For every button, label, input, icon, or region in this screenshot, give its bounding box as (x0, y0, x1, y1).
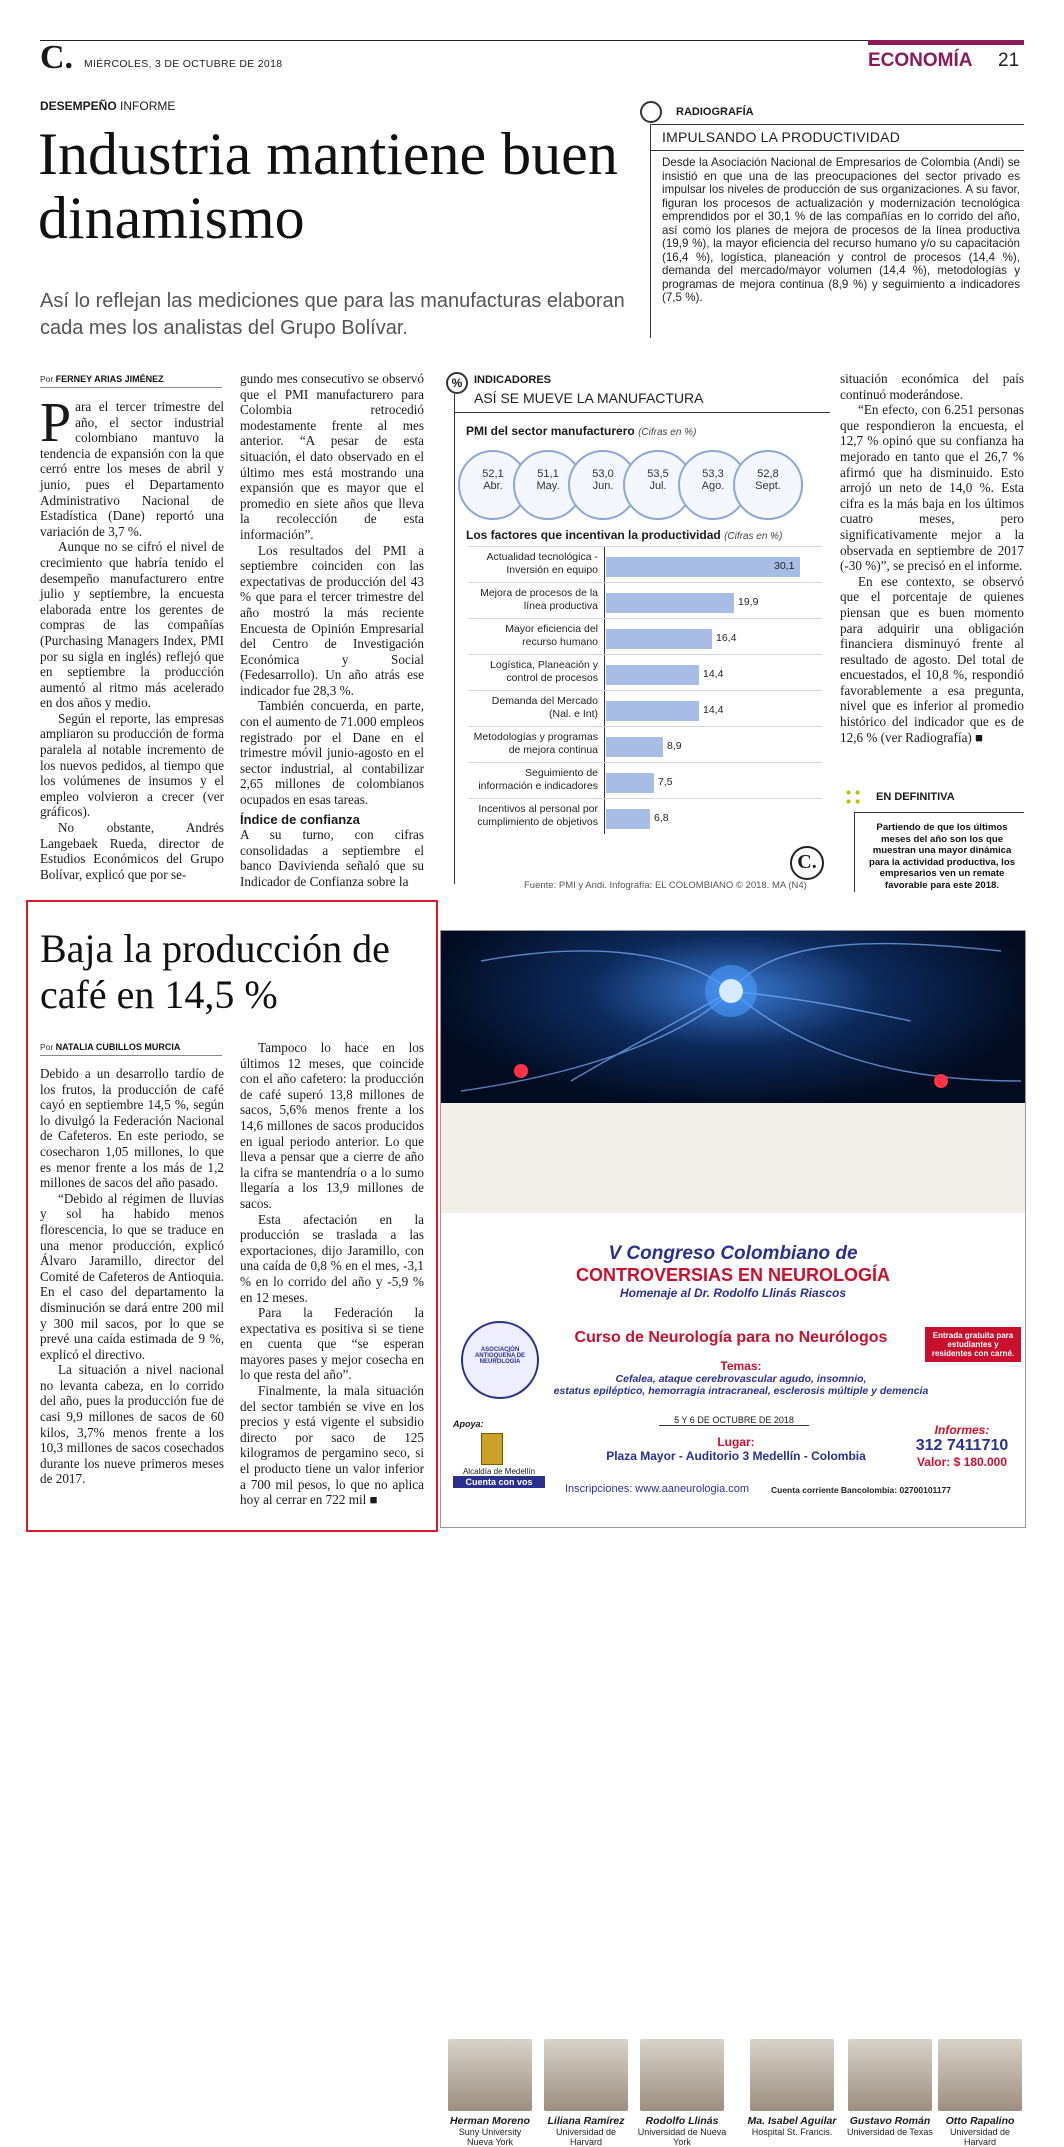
kicker-bold: DESEMPEÑO (40, 99, 117, 113)
issue-date: MIÉRCOLES, 3 DE OCTUBRE DE 2018 (84, 58, 283, 70)
paragraph: Aunque no se cifró el nivel de crecimiento que habría tenido el desempeño manufacturero entre julio y septiembre, la encuesta elaborada entre los gerentes de compras de las compañías (Purchasing Managers Index, PMI por su sigla en inglés) reflejó que en septiembre la producción aumentó al ritmo más acelerado en dos años y medio. (40, 539, 224, 711)
main-col-2 (240, 371, 424, 890)
main-deck: Así lo reflejan las mediciones que para las manufacturas elaboran cada mes los analistas del Grupo Bolívar. (40, 290, 625, 339)
bar-row (468, 582, 822, 619)
bar (606, 593, 734, 613)
bar-row (468, 618, 822, 655)
neuron-lines (441, 931, 1025, 1103)
en-definitiva-box (840, 786, 1024, 896)
kicker (40, 99, 175, 113)
bar-label: Incentivos al personal por cumplimiento de objetivos (477, 803, 598, 828)
main-headline: Industria mantiene buen dinamismo (38, 121, 618, 251)
registration-link[interactable]: Inscripciones: www.aaneurologia.com (565, 1483, 750, 1495)
bar (606, 809, 650, 829)
factors-title: Los factores que incentivan la productividad (Cifras en %) (466, 528, 783, 542)
bar-value-label: 7,5 (658, 776, 673, 788)
paragraph: gundo mes consecutivo se observó que el PMI manufacturero para Colombia retrocedió modestamente frente al mes anterior. “A pesar de esta situación, el dato observado en el último mes está mostrando una expansión que es mayor que el promedio en siete años que lleva la recolección de esta información”. (240, 371, 424, 542)
newspaper-logo: C. (40, 39, 74, 76)
bar-row (468, 690, 822, 727)
indicadores-title: ASÍ SE MUEVE LA MANUFACTURA (474, 390, 704, 406)
section-name: ECONOMÍA (868, 50, 973, 71)
pmi-value: 53,0 (592, 468, 614, 480)
bar (606, 773, 654, 793)
indicadores-label: INDICADORES (474, 374, 552, 386)
cafe-col-2 (240, 1040, 424, 1508)
speaker-card (737, 2039, 847, 2137)
paragraph: Tampoco lo hace en los últimos 12 meses, que coincide con el año cafetero: la producción de café superó 13,8 millones de sacos, 5,6% menos frente a los 14,6 millones de sacos producidos en igual periodo anterior. Lo que lleva a pensar que a cierre de año la cifra se mantendría o a lo sumo llegaría a los 13,9 millones de sacos. (240, 1040, 424, 1211)
congress-title: V Congreso Colombiano de CONTROVERSIAS EN NEUROLOGÍA Homenaje al Dr. Rodolfo Llinás Riascos (575, 1243, 891, 1300)
paragraph: En ese contexto, se observó que el porcentaje de quienes piensan que es buen momento para adquirir una obligación financiera disminuyó frente al resultado de agosto. Del total de encuestados, el 10,8 %, respondió favorablemente a esa pregunta, nivel que es inferior al promedio histórico del indicador que es de 12,6 % (ver Radiografía) ■ (840, 573, 1024, 745)
event-dates: 5 Y 6 DE OCTUBRE DE 2018 (659, 1415, 809, 1426)
bar-value-label: 16,4 (716, 632, 737, 644)
venue: Lugar: Plaza Mayor - Auditorio 3 Medellín - Colombia (606, 1435, 866, 1463)
speaker-name: Ma. Isabel Aguilar (747, 2115, 837, 2127)
bar-row (468, 654, 822, 691)
speaker-affiliation: Universidad de Harvard (949, 2127, 1011, 2147)
speaker-name: Rodolfo Llinás (645, 2115, 719, 2127)
bar-value-label: 14,4 (703, 704, 724, 716)
speaker-photo (848, 2039, 932, 2111)
speaker-affiliation: Universidad de Harvard (555, 2127, 617, 2147)
supporter-block: Apoya: Alcaldía de Medellín Cuenta con vos (453, 1419, 545, 1488)
bar (606, 701, 699, 721)
pmi-month: Abr. (483, 480, 503, 492)
bar-row (468, 798, 822, 835)
bar-label: Demanda del Mercado (Nal. e Int) (491, 695, 598, 720)
bar-label: Logística, Planeación y control de procesos (490, 659, 598, 684)
percent-icon: % (446, 372, 468, 394)
speaker-name: Liliana Ramírez (547, 2115, 625, 2127)
speaker-photo (750, 2039, 834, 2111)
main-col-1 (40, 392, 224, 882)
dropcap: P (40, 392, 72, 454)
pmi-value: 53,5 (647, 468, 669, 480)
magnifier-icon (640, 101, 662, 123)
infographic-logo: C. (790, 846, 824, 880)
bank-account: Cuenta corriente Bancolombia: 02700101177 (771, 1485, 951, 1495)
radiografia-title: IMPULSANDO LA PRODUCTIVIDAD (662, 129, 900, 145)
bar-row (468, 546, 822, 583)
paragraph: La situación a nivel nacional no levanta cabeza, en lo corrido del año, pues la producción fue de casi 9,9 millones de sacos de 60 kilos, 3,7% menos frente a los 10,3 millones de sacos cosechados durante los nueve primeros meses de 2017. (40, 1362, 224, 1487)
paragraph: También concuerda, en parte, con el aumento de 71.000 empleos registrado por el Dane en el trimestre móvil junio-agosto en el sector industrial, al contabilizar 2,65 millones de colombianos ocupados en esas tareas. (240, 698, 424, 808)
contact-block: Informes: 312 7411710 Valor: $ 180.000 (903, 1423, 1021, 1469)
speaker-affiliation: Universidad de Nueva York (637, 2127, 727, 2147)
phone-number: 312 7411710 (915, 1437, 1009, 1454)
bar-label: Actualidad tecnológica - Inversión en equipo (486, 551, 598, 576)
pmi-value: 51,1 (537, 468, 559, 480)
page-number: 21 (998, 50, 1020, 71)
subhead: Índice de confianza (240, 811, 360, 827)
pmi-value: 52,8 (757, 468, 779, 480)
speaker-card (637, 2039, 727, 2147)
paragraph: Para el tercer trimestre del año, el sector industrial colombiano mantuvo la tendencia de expansión con la que cerró entre los meses de abril y junio, pues el Departamento Administrativo Nacional de Estadística (Dane) reportó una variación de 3,7 %. (40, 392, 224, 539)
paragraph: situación económica del país continuó moderándose. (840, 371, 1024, 402)
neuron-image (441, 931, 1025, 1103)
bar (606, 629, 712, 649)
speaker-card (445, 2039, 535, 2147)
bar-row (468, 762, 822, 799)
bar-value-label: 8,9 (667, 740, 682, 752)
main-col-3 (840, 371, 1024, 745)
pmi-month: Jun. (592, 480, 614, 492)
radiografia-box (636, 98, 1024, 340)
kicker-light: INFORME (120, 99, 176, 113)
bar-value-label: 6,8 (654, 812, 669, 824)
author-name: NATALIA CUBILLOS MURCIA (55, 1042, 181, 1052)
summary-icon (844, 788, 862, 806)
neurology-ad (440, 930, 1026, 2147)
speaker-name: Herman Moreno (450, 2115, 530, 2127)
speaker-photo (448, 2039, 532, 2111)
paragraph: “Debido al régimen de lluvias y sol ha habido menos florescencia, lo que se traduce en una menor producción, explicó Álvaro Jaramillo, director del Comité de Cafeteros de Antioquia. En el caso del departamento la disminución se dará entre 200 mil y 300 mil sacos, por lo que se prevé una caída estimada de 9 %, explicó el directivo. (40, 1190, 224, 1362)
speaker-card (541, 2039, 631, 2147)
bar-value-label: 14,4 (703, 668, 724, 680)
pmi-month: Jul. (649, 480, 667, 492)
free-entry-badge: Entrada gratuita para estudiantes y residentes con carné. (925, 1327, 1021, 1362)
bar-label: Mejora de procesos de la línea productiva (480, 587, 598, 612)
pmi-circle (733, 450, 803, 520)
paragraph: Esta afectación en la producción se traslada a las exportaciones, dijo Jaramillo, con una caída de 0,8 % en el mes, -3,1 % en lo corrido del año y -5,9 % en 12 meses. (240, 1211, 424, 1305)
pmi-value: 53,3 (702, 468, 724, 480)
topics: Temas: Cefalea, ataque cerebrovascular agudo, insomnio, estatus epiléptico, hemorragia intracraneal, esclerosis múltiple y demencia (553, 1359, 929, 1397)
paragraph: Debido a un desarrollo tardío de los frutos, la producción de café cayó en septiembre 14,5 %, según lo divulgó la Federación Nacional de Cafeteros. En este periodo, se cosecharon 1,05 millones, lo que es menor frente a los más de 1,2 millones de sacos del año pasado. (40, 1066, 224, 1191)
speaker-photo (544, 2039, 628, 2111)
medellin-emblem-icon (481, 1433, 503, 1465)
paragraph: No obstante, Andrés Langebaek Rueda, director de Estudios Económicos del Grupo Bolívar, explicó que por se- (40, 820, 224, 882)
course-title: Curso de Neurología para no Neurólogos (574, 1329, 888, 1346)
paragraph: Según el reporte, las empresas ampliaron su producción de forma paralela al notable incremento de los nuevos pedidos, al tiempo que los volúmenes de insumos y el empleo volvieron a crecer (ver gráficos). (40, 710, 224, 820)
en-definitiva-text: Partiendo de que los últimos meses del año son los que muestran una mayor dinámica para la actividad productiva, los empresarios ven un remate favorable para este 2018. (868, 822, 1016, 891)
speaker-card (845, 2039, 935, 2137)
author-name: FERNEY ARIAS JIMÉNEZ (55, 374, 164, 384)
bar-label: Metodologías y programas de mejora continua (473, 731, 598, 756)
paragraph: Los resultados del PMI a septiembre coinciden con las expectativas de producción del 43 % que para el tercer trimestre del año mostró la más reciente Encuesta de Opinión Empresarial del Centro de Investigación Económica y Social (Fedesarrollo). Un año atrás ese indicador fue 28,3 %. (240, 542, 424, 698)
bar (606, 665, 699, 685)
pmi-month: Ago. (701, 480, 725, 492)
bar-row (468, 726, 822, 763)
paragraph: A su turno, con cifras consolidadas a septiembre el banco Davivienda señaló que su Indicador de Confianza sobre la (240, 827, 424, 889)
speaker-photo (938, 2039, 1022, 2111)
cafe-col-1 (40, 1066, 224, 1487)
speaker-name: Gustavo Román (849, 2115, 931, 2127)
bar-label: Seguimiento de información e indicadores (478, 767, 598, 792)
infographic-source: Fuente: PMI y Andi. Infografía: EL COLOMBIANO © 2018. MA (N4) (524, 880, 807, 891)
pmi-circles (458, 450, 830, 522)
pmi-month: Sept. (755, 480, 781, 492)
cafe-byline: Por NATALIA CUBILLOS MURCIA (40, 1042, 222, 1056)
seal-text: ASOCIACIÓN ANTIOQUEÑA DE NEUROLOGÍA (474, 1347, 526, 1365)
paragraph: Finalmente, la mala situación del sector también se vive en los precios y está vigente el subsidio directo por saco de 125 kilogramos de pergamino seco, si el producto tiene un valor inferior a 700 mil pesos, lo que no aplica hoy al cerrar en 722 mil ■ (240, 1383, 424, 1508)
pmi-month: May. (536, 480, 560, 492)
cafe-headline: Baja la producción de café en 14,5 % (40, 926, 390, 1017)
radiografia-label: RADIOGRAFÍA (676, 106, 754, 118)
pmi-value: 52,1 (482, 468, 504, 480)
speaker-name: Otto Rapalino (945, 2115, 1015, 2127)
bar (606, 737, 663, 757)
bar-label: Mayor eficiencia del recurso humano (505, 623, 598, 648)
indicadores-box (440, 368, 830, 898)
en-definitiva-label: EN DEFINITIVA (876, 791, 955, 803)
bar (606, 557, 800, 577)
bar-value-label: 19,9 (738, 596, 759, 608)
speaker-card (935, 2039, 1025, 2147)
main-byline: Por FERNEY ARIAS JIMÉNEZ (40, 374, 222, 388)
speaker-photo (640, 2039, 724, 2111)
page-header (40, 40, 1024, 80)
bar-value-label: 30,1 (774, 560, 795, 572)
speaker-affiliation: Hospital St. Francis. (751, 2127, 833, 2137)
radiografia-text: Desde la Asociación Nacional de Empresarios de Colombia (Andi) se insistió en que una de las preocupaciones del sector privado es impulsar los niveles de producción de sus organizaciones. A su favor, figuran los procesos de actualización y modernización tecnológica emprendidos por el 30,1 % de las compañías en lo corrido del año, así como los planes de mejora de procesos de la línea productiva (19,9 %), la mayor eficiencia del recurso humano y/o su capacitación (16,4 %), logística, planeación y control de procesos (14,4 %), demanda del mercado/mayor volumen (14,4 %), metodologías y programas de mejora continua (8,9 %) y seguimiento a indicadores (7,5 %). (662, 156, 1020, 304)
pmi-title: PMI del sector manufacturero (Cifras en %) (466, 424, 697, 438)
speaker-affiliation: Universidad de Texas (847, 2127, 933, 2137)
association-seal (461, 1321, 539, 1399)
speaker-affiliation: Suny University Nueva York (458, 2127, 522, 2147)
paragraph: “En efecto, con 6.251 personas que respondieron la encuesta, el 12,7 % opinó que su confianza ha mejorado en tanto que el 26,7 % afirmó que ha disminuido. Esto arrojó un neto de 14,0 %. Esta cifra es la más baja en los últimos cuatro meses, pero significativamente mejor a la observada en septiembre de 2017 (-30 %)”, se precisó en el informe. (840, 402, 1024, 574)
factors-chart (468, 546, 822, 838)
paragraph: Para la Federación la expectativa es positiva si se tiene en cuenta que “se esperan mayores pases y mejor cosecha en lo que resta del año”. (240, 1305, 424, 1383)
